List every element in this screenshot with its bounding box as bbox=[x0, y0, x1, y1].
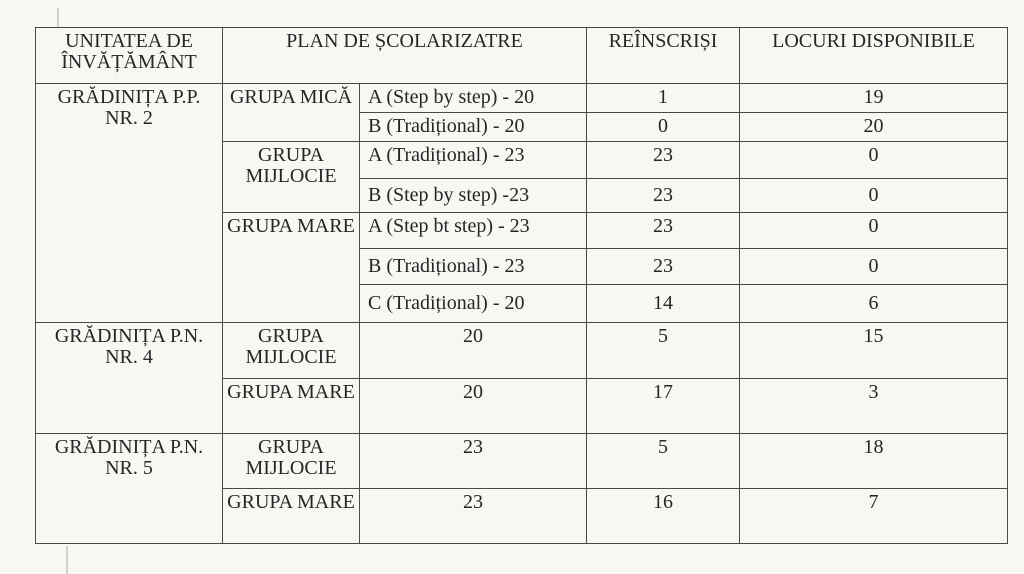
plan-cell: 20 bbox=[360, 322, 587, 378]
reenrolled-cell: 5 bbox=[587, 322, 740, 378]
plan-cell: A (Step bt step) - 23 bbox=[360, 213, 587, 249]
enrollment-plan-table bbox=[35, 27, 1008, 544]
header-plan: PLAN DE ȘCOLARIZATRE bbox=[223, 28, 587, 84]
header-row bbox=[36, 28, 1008, 84]
table-row bbox=[36, 433, 1008, 488]
available-cell: 15 bbox=[740, 322, 1008, 378]
available-cell: 7 bbox=[740, 488, 1008, 543]
reenrolled-cell: 17 bbox=[587, 378, 740, 433]
plan-cell: C (Tradițional) - 20 bbox=[360, 285, 587, 322]
plan-cell: 23 bbox=[360, 488, 587, 543]
plan-cell: B (Step by step) -23 bbox=[360, 179, 587, 213]
scan-margin-line-bottom bbox=[66, 546, 68, 574]
plan-cell: B (Tradițional) - 23 bbox=[360, 249, 587, 285]
reenrolled-cell: 23 bbox=[587, 249, 740, 285]
header-unit: UNITATEA DE ÎNVĂȚĂMÂNT bbox=[36, 28, 223, 84]
reenrolled-cell: 23 bbox=[587, 179, 740, 213]
group-name: GRUPA MARE bbox=[223, 378, 360, 433]
available-cell: 18 bbox=[740, 433, 1008, 488]
unit-name: GRĂDINIȚA P.P. NR. 2 bbox=[36, 84, 223, 322]
reenrolled-cell: 23 bbox=[587, 213, 740, 249]
group-name: GRUPA MIJLOCIE bbox=[223, 433, 360, 488]
available-cell: 0 bbox=[740, 249, 1008, 285]
group-name: GRUPA MIJLOCIE bbox=[223, 142, 360, 213]
table-row bbox=[36, 84, 1008, 113]
group-name: GRUPA MARE bbox=[223, 488, 360, 543]
plan-cell: 20 bbox=[360, 378, 587, 433]
plan-cell: A (Step by step) - 20 bbox=[360, 84, 587, 113]
scan-margin-line-top bbox=[57, 8, 59, 28]
available-cell: 3 bbox=[740, 378, 1008, 433]
available-cell: 0 bbox=[740, 142, 1008, 179]
header-available: LOCURI DISPONIBILE bbox=[740, 28, 1008, 84]
group-name: GRUPA MICĂ bbox=[223, 84, 360, 142]
plan-cell: B (Tradițional) - 20 bbox=[360, 113, 587, 142]
available-cell: 0 bbox=[740, 213, 1008, 249]
plan-cell: A (Tradițional) - 23 bbox=[360, 142, 587, 179]
group-name: GRUPA MARE bbox=[223, 213, 360, 322]
reenrolled-cell: 5 bbox=[587, 433, 740, 488]
plan-cell: 23 bbox=[360, 433, 587, 488]
group-name: GRUPA MIJLOCIE bbox=[223, 322, 360, 378]
available-cell: 6 bbox=[740, 285, 1008, 322]
table-row bbox=[36, 322, 1008, 378]
available-cell: 19 bbox=[740, 84, 1008, 113]
unit-name: GRĂDINIȚA P.N. NR. 4 bbox=[36, 322, 223, 433]
reenrolled-cell: 16 bbox=[587, 488, 740, 543]
available-cell: 20 bbox=[740, 113, 1008, 142]
reenrolled-cell: 23 bbox=[587, 142, 740, 179]
reenrolled-cell: 14 bbox=[587, 285, 740, 322]
header-reenrolled: REÎNSCRIȘI bbox=[587, 28, 740, 84]
unit-name: GRĂDINIȚA P.N. NR. 5 bbox=[36, 433, 223, 543]
reenrolled-cell: 1 bbox=[587, 84, 740, 113]
available-cell: 0 bbox=[740, 179, 1008, 213]
reenrolled-cell: 0 bbox=[587, 113, 740, 142]
